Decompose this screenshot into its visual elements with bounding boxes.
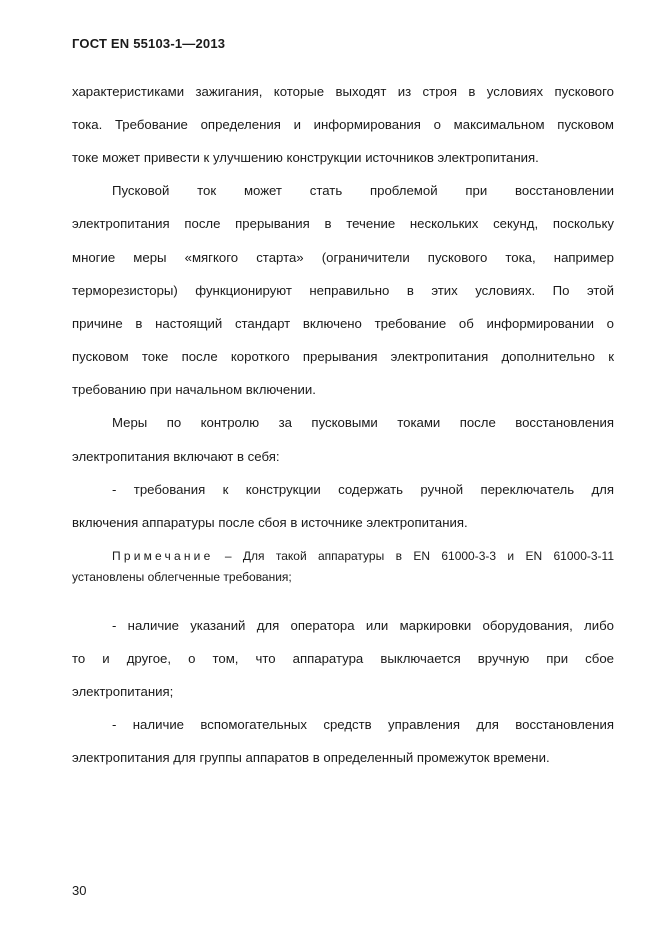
text-line: многие меры «мягкого старта» (ограничители пускового тока, например — [72, 250, 614, 265]
text-line: требованию при начальном включении. — [72, 382, 316, 397]
note-text: – Для такой аппаратуры в EN 61000-3-3 и EN 61000-3-11 — [213, 549, 614, 563]
list-item: - требования к конструкции содержать ручной переключатель для — [112, 482, 614, 497]
text-line: то и другое, о том, что аппаратура выключается вручную при сбое — [72, 651, 614, 666]
text-line: Меры по контролю за пусковыми токами после восстановления — [112, 415, 614, 430]
text-line: Пусковой ток может стать проблемой при восстановлении — [112, 183, 614, 198]
list-item: - наличие указаний для оператора или маркировки оборудования, либо — [112, 618, 614, 633]
text-line: электропитания после прерывания в течение нескольких секунд, поскольку — [72, 216, 614, 231]
text-line: включения аппаратуры после сбоя в источнике электропитания. — [72, 515, 468, 530]
page-number: 30 — [72, 883, 87, 898]
note-line — [112, 548, 614, 564]
standard-header: ГОСТ EN 55103-1—2013 — [72, 36, 226, 51]
note-continuation: установлены облегченные требования; — [72, 570, 292, 584]
text-line: электропитания; — [72, 684, 174, 699]
text-line: тока. Требование определения и информирования о максимальном пусковом — [72, 117, 614, 132]
text-line: токе может привести к улучшению конструкции источников электропитания. — [72, 150, 539, 165]
text-line: причине в настоящий стандарт включено требование об информировании о — [72, 316, 614, 331]
text-line: электропитания для группы аппаратов в определенный промежуток времени. — [72, 750, 550, 765]
note-label: Примечание — [112, 549, 214, 563]
text-line: характеристиками зажигания, которые выходят из строя в условиях пускового — [72, 84, 614, 99]
list-item: - наличие вспомогательных средств управления для восстановления — [112, 717, 614, 732]
text-line: терморезисторы) функционируют неправильно в этих условиях. По этой — [72, 283, 614, 298]
text-line: электропитания включают в себя: — [72, 449, 280, 464]
text-line: пусковом токе после короткого прерывания электропитания дополнительно к — [72, 349, 614, 364]
